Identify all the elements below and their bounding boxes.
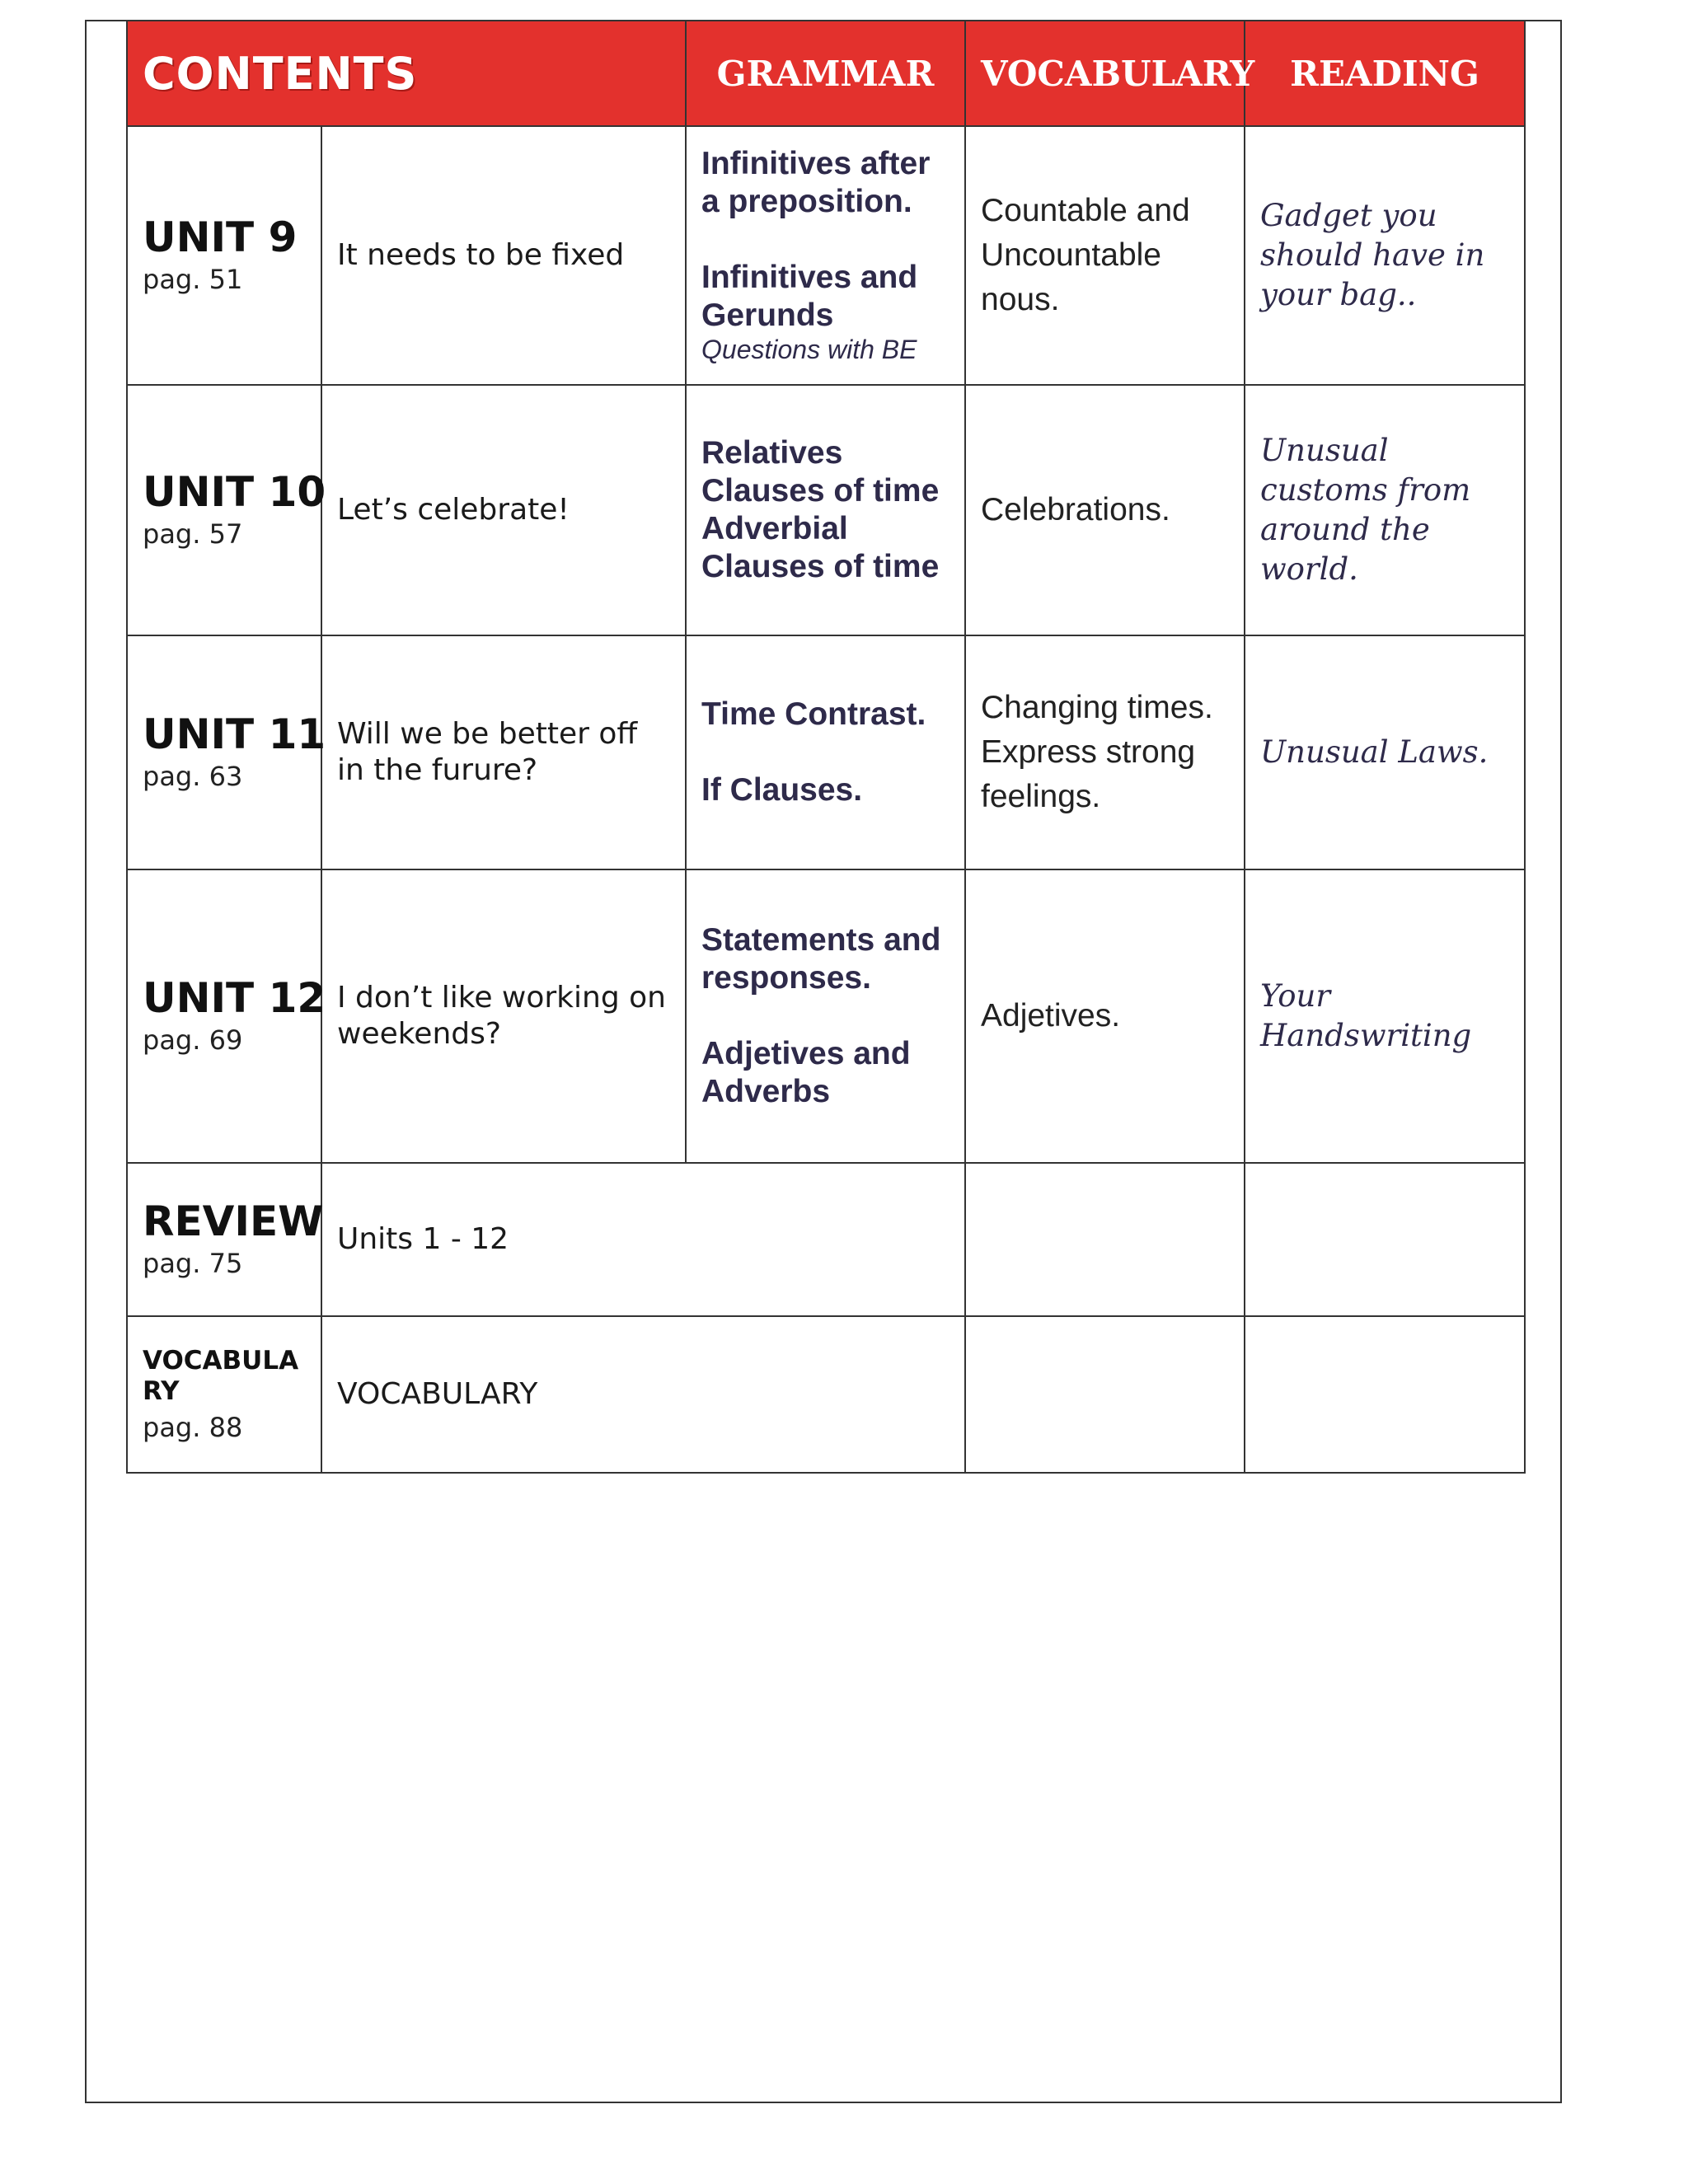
- reading-cell: Your Handswriting: [1245, 869, 1525, 1163]
- unit-name: UNIT 9: [143, 213, 298, 261]
- unit-cell: [127, 635, 326, 869]
- table-row: [127, 635, 1525, 869]
- review-title: Units 1 - 12: [321, 1163, 965, 1316]
- unit-name: UNIT 10: [143, 467, 326, 516]
- contents-table: [126, 20, 1526, 1474]
- reading-cell: Unusual customs from around the world.: [1245, 385, 1525, 635]
- grammar-item: Infinitives and Gerunds: [701, 260, 918, 334]
- review-name: REVIEW: [143, 1197, 324, 1245]
- contents-heading-cell: [127, 21, 686, 126]
- grammar-cell: [686, 126, 965, 385]
- vocabulary-cell: Adjetives.: [965, 869, 1245, 1163]
- grammar-item: Time Contrast.: [701, 696, 926, 732]
- table-row: [127, 1163, 1525, 1316]
- empty-cell: [965, 1163, 1245, 1316]
- unit-page: pag. 69: [143, 1024, 243, 1057]
- table-row: [127, 385, 1525, 635]
- vocabulary-section-name: VOCABULARY: [143, 1345, 299, 1406]
- unit-name: UNIT 11: [143, 710, 326, 758]
- vocabulary-section-title: VOCABULARY: [321, 1316, 965, 1473]
- unit-title: I don’t like working on weekends?: [321, 869, 686, 1163]
- table-row: [127, 869, 1525, 1163]
- vocabulary-cell: Countable and Uncountable nous.: [965, 126, 1245, 385]
- grammar-note: Questions with BE: [701, 335, 917, 365]
- vocabulary-item: Changing times.: [981, 690, 1213, 726]
- unit-page: pag. 51: [143, 264, 243, 296]
- grammar-column-header: GRAMMAR: [686, 21, 965, 126]
- unit-cell: [127, 869, 326, 1163]
- unit-title: Will we be better off in the furure?: [321, 635, 686, 869]
- vocabulary-cell: Celebrations.: [965, 385, 1245, 635]
- unit-title: It needs to be fixed: [321, 126, 686, 385]
- contents-title: CONTENTS: [143, 47, 418, 100]
- unit-cell: [127, 385, 326, 635]
- grammar-item: Adjetives and Adverbs: [701, 1036, 911, 1110]
- grammar-item: Statements and responses.: [701, 921, 941, 996]
- unit-title: Let’s celebrate!: [321, 385, 686, 635]
- unit-cell: [127, 126, 321, 385]
- grammar-cell: [686, 869, 965, 1163]
- unit-page: pag. 57: [143, 518, 243, 551]
- table-row: [127, 1316, 1525, 1473]
- vocabulary-section-cell: [127, 1316, 321, 1473]
- vocabulary-column-header: VOCABULARY: [965, 21, 1245, 126]
- grammar-item: Adverbial Clauses of time: [701, 511, 940, 585]
- grammar-item: If Clauses.: [701, 772, 863, 808]
- unit-page: pag. 63: [143, 761, 243, 793]
- empty-cell: [965, 1316, 1245, 1473]
- grammar-cell: [686, 635, 965, 869]
- grammar-item: Relatives Clauses of time: [701, 434, 940, 509]
- empty-cell: [1245, 1163, 1525, 1316]
- vocabulary-item: Express strong feelings.: [981, 734, 1196, 814]
- empty-cell: [1245, 1316, 1525, 1473]
- reading-column-header: READING: [1245, 21, 1525, 126]
- unit-name: UNIT 12: [143, 973, 326, 1022]
- review-cell: [127, 1163, 324, 1316]
- review-page: pag. 75: [143, 1248, 243, 1280]
- grammar-item: Infinitives after a preposition.: [701, 146, 931, 220]
- reading-cell: Unusual Laws.: [1245, 635, 1525, 869]
- table-header-row: [127, 21, 1525, 126]
- vocabulary-section-page: pag. 88: [143, 1412, 243, 1444]
- reading-cell: Gadget you should have in your bag..: [1245, 126, 1525, 385]
- vocabulary-cell: [965, 635, 1245, 869]
- grammar-cell: [686, 385, 965, 635]
- table-row: [127, 126, 1525, 385]
